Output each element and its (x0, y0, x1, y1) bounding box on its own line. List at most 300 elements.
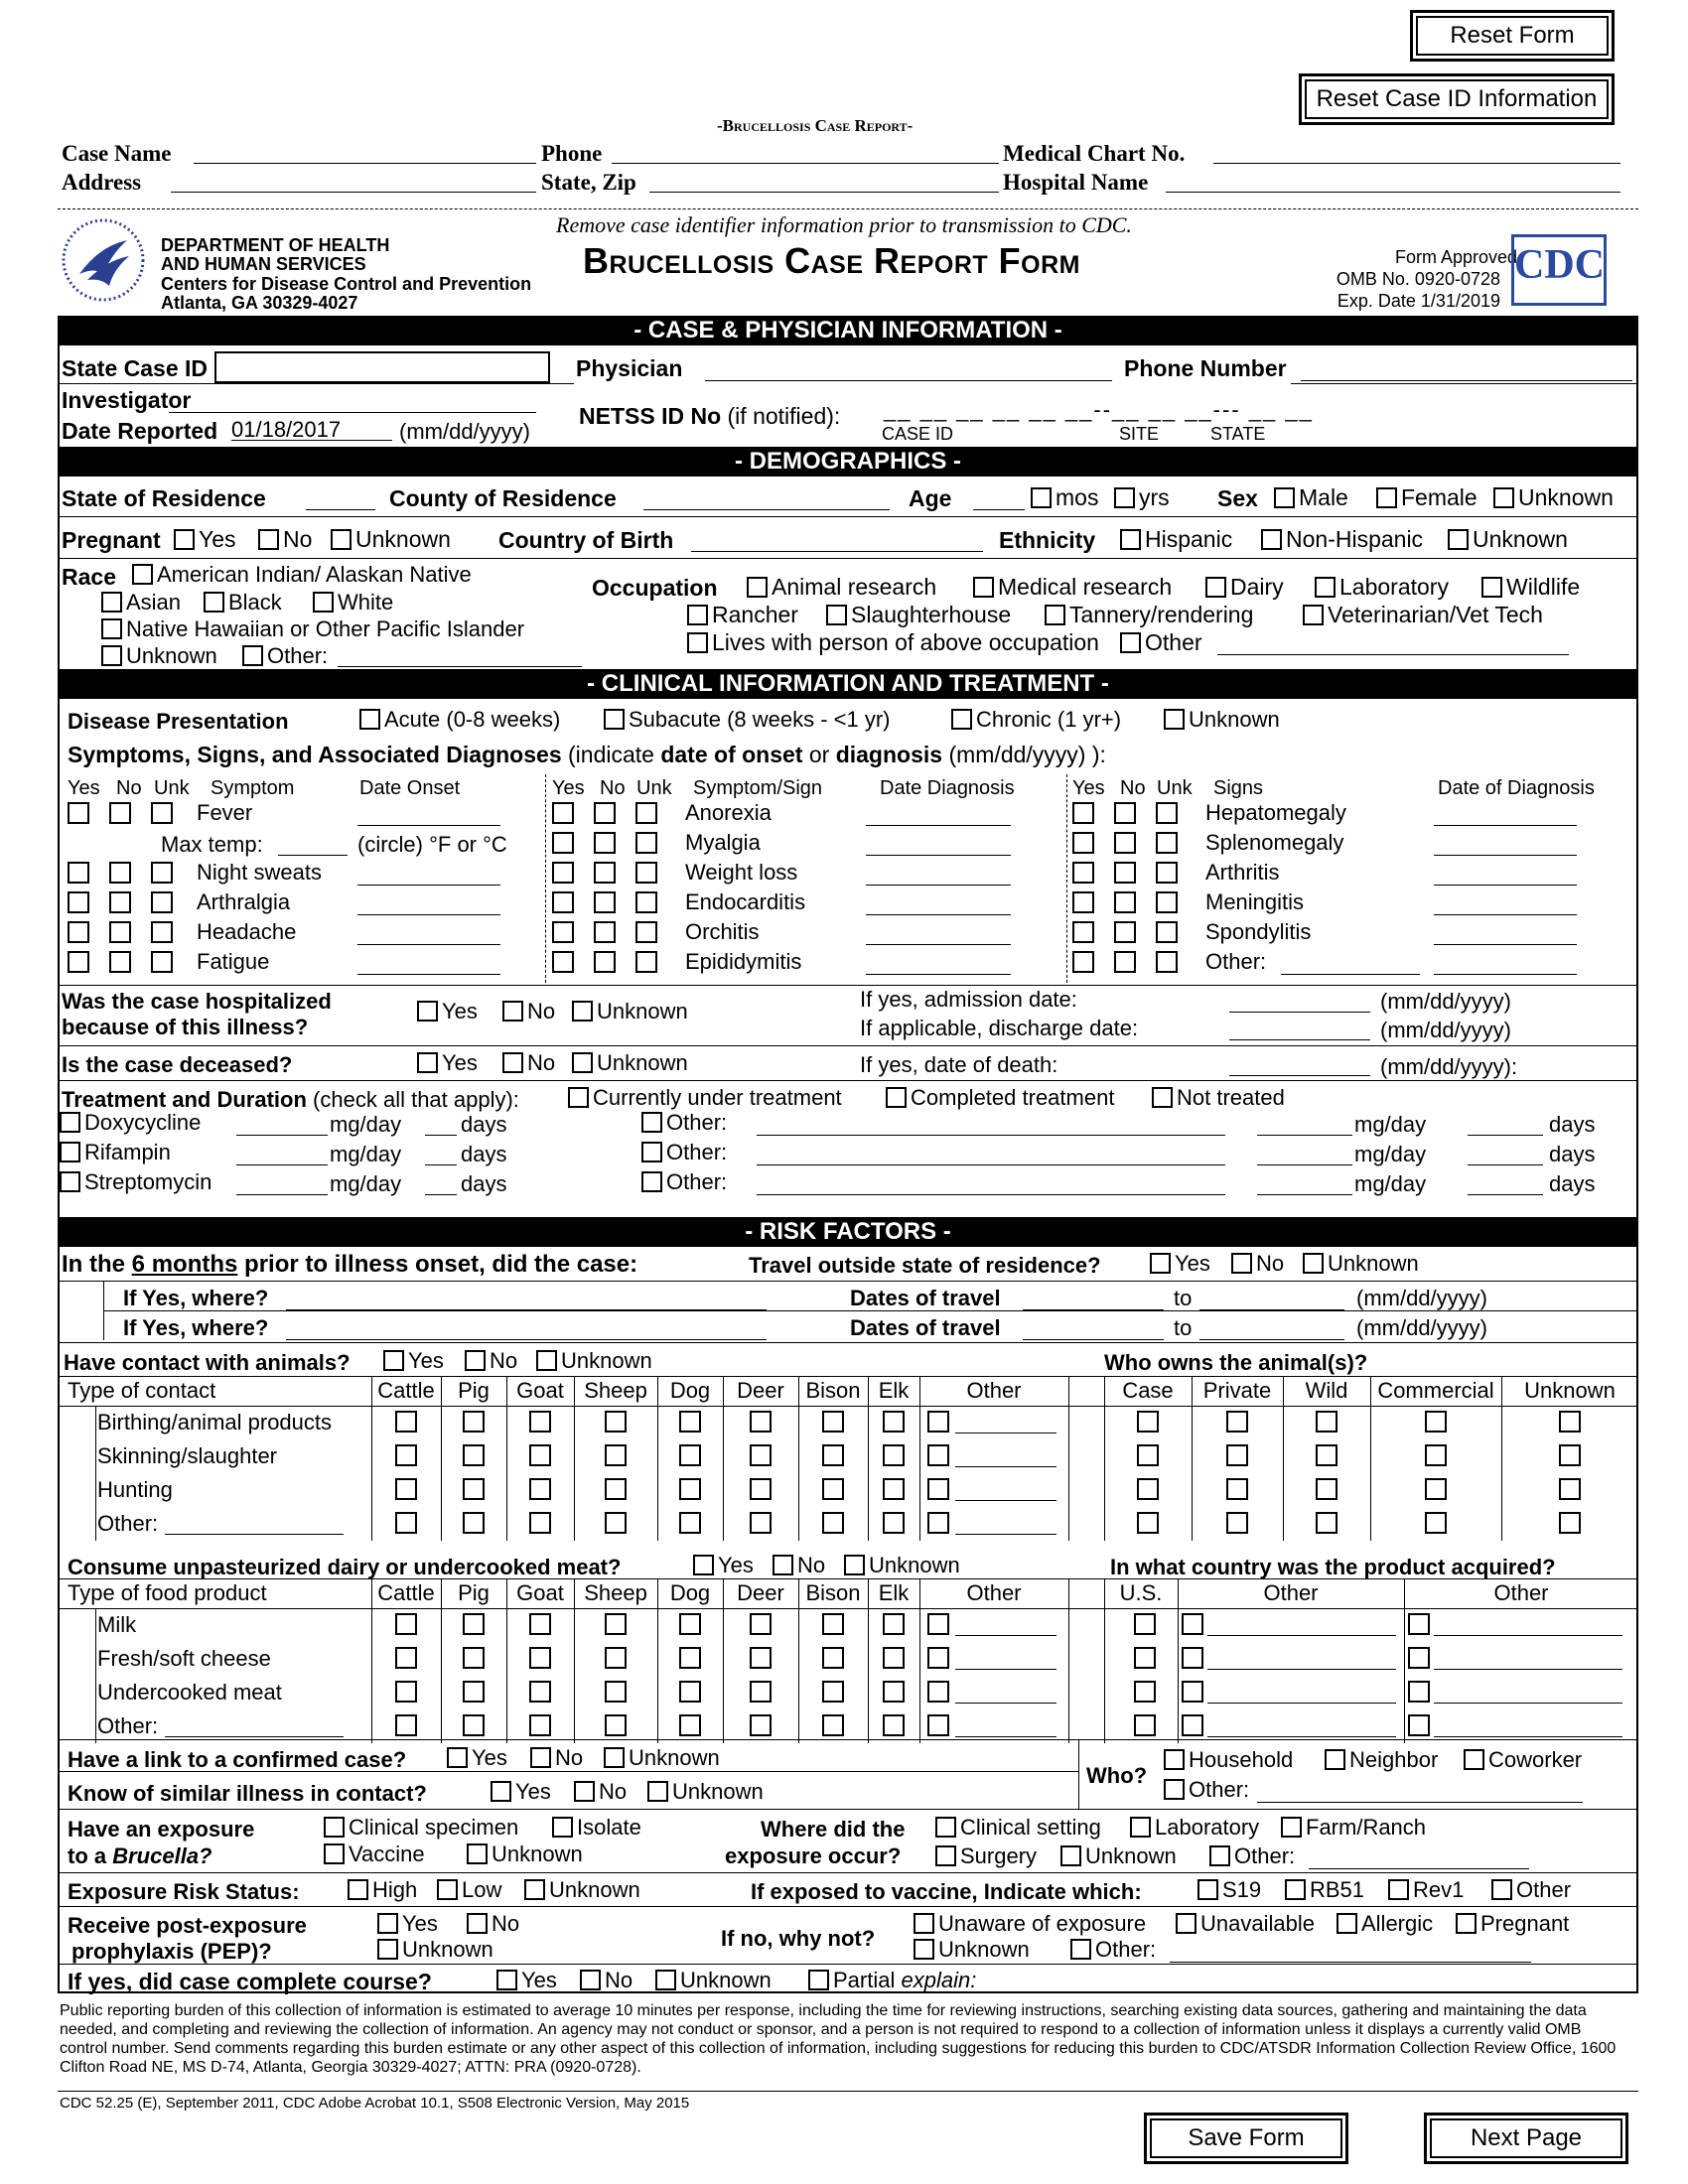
checkbox[interactable] (883, 1478, 905, 1500)
checkbox[interactable] (324, 1817, 345, 1838)
checkbox[interactable] (1281, 1817, 1302, 1838)
checkbox[interactable] (395, 1478, 417, 1500)
checkbox[interactable] (750, 1647, 772, 1669)
checkbox[interactable] (1070, 1939, 1091, 1960)
link-yes[interactable]: Yes (447, 1747, 507, 1769)
phone-number-field[interactable] (1301, 357, 1632, 381)
checkbox[interactable] (395, 1512, 417, 1534)
hospital-name-field[interactable] (1166, 169, 1620, 193)
other-dose-field[interactable] (1257, 1112, 1352, 1136)
who-neighbor[interactable]: Neighbor (1325, 1749, 1438, 1771)
exp-isolate[interactable]: Isolate (552, 1817, 641, 1839)
checkbox[interactable] (687, 632, 708, 653)
checkbox[interactable] (377, 1939, 398, 1960)
checkbox[interactable] (1226, 1512, 1248, 1534)
occ-medical-research[interactable]: Medical research (973, 576, 1172, 599)
checkbox[interactable] (1156, 832, 1178, 854)
dose-field[interactable] (236, 1112, 328, 1136)
other-animal-field[interactable] (955, 1410, 1056, 1433)
complete-no[interactable]: No (580, 1970, 633, 1991)
checkbox[interactable] (491, 1781, 511, 1802)
checkbox[interactable] (1156, 891, 1178, 913)
drug-option[interactable] (60, 1142, 171, 1163)
checkbox[interactable] (1315, 577, 1336, 598)
checkbox[interactable] (594, 891, 616, 913)
vaccine-rb51[interactable]: RB51 (1285, 1879, 1364, 1901)
who-other-field[interactable] (1257, 1779, 1583, 1803)
travel-no[interactable]: No (1231, 1253, 1284, 1275)
checkbox[interactable] (395, 1613, 417, 1635)
checkbox[interactable] (1072, 802, 1094, 824)
checkbox[interactable] (1114, 891, 1136, 913)
deceased-yes[interactable]: Yes (417, 1052, 478, 1074)
date-diagnosis-field[interactable] (1434, 891, 1577, 915)
other-drug-option[interactable] (641, 1142, 727, 1163)
checkbox[interactable] (927, 1647, 949, 1669)
occ-rancher[interactable]: Rancher (687, 604, 798, 626)
pregnant-unknown[interactable]: Unknown (331, 528, 451, 551)
date-diagnosis-field[interactable] (866, 921, 1011, 945)
admission-date-field[interactable] (1229, 989, 1370, 1013)
checkbox[interactable] (1261, 529, 1282, 550)
checkbox[interactable] (1114, 802, 1136, 824)
treatment-current[interactable]: Currently under treatment (568, 1087, 842, 1109)
other-days-field[interactable] (1468, 1142, 1543, 1165)
checkbox[interactable] (822, 1478, 844, 1500)
checkbox[interactable] (973, 577, 994, 598)
max-temp-field[interactable] (278, 832, 348, 856)
days-field[interactable] (425, 1142, 457, 1165)
checkbox[interactable] (679, 1681, 701, 1703)
medical-chart-field[interactable] (1213, 140, 1620, 164)
checkbox[interactable] (883, 1647, 905, 1669)
checkbox[interactable] (647, 1781, 668, 1802)
complete-yes[interactable]: Yes (496, 1970, 557, 1991)
checkbox[interactable] (529, 1714, 551, 1736)
checkbox[interactable] (1156, 921, 1178, 943)
checkbox[interactable] (463, 1681, 485, 1703)
date-diagnosis-field[interactable] (1434, 832, 1577, 856)
where-other-field[interactable] (1309, 1845, 1529, 1869)
checkbox[interactable] (447, 1747, 468, 1768)
age-yrs-option[interactable]: yrs (1114, 486, 1170, 509)
checkbox[interactable] (773, 1555, 793, 1575)
checkbox[interactable] (844, 1555, 865, 1575)
checkbox[interactable] (750, 1613, 772, 1635)
checkbox[interactable] (530, 1747, 551, 1768)
checkbox[interactable] (1231, 1253, 1252, 1274)
dp-unknown[interactable]: Unknown (1164, 709, 1280, 731)
checkbox[interactable] (1481, 577, 1502, 598)
phone-field[interactable] (612, 140, 999, 164)
checkbox[interactable] (635, 832, 657, 854)
checkbox[interactable] (465, 1350, 486, 1371)
checkbox[interactable] (174, 529, 195, 550)
age-mos-option[interactable]: mos (1031, 486, 1098, 509)
checkbox[interactable] (750, 1512, 772, 1534)
date-diagnosis-field[interactable] (1434, 921, 1577, 945)
checkbox[interactable] (1303, 605, 1324, 625)
checkbox[interactable] (395, 1647, 417, 1669)
travel-unknown[interactable]: Unknown (1303, 1253, 1419, 1275)
reset-form-button[interactable]: Reset Form (1410, 10, 1615, 62)
checkbox[interactable] (359, 709, 380, 730)
checkbox[interactable] (883, 1714, 905, 1736)
date-onset-field[interactable] (357, 921, 500, 945)
sex-male-option[interactable]: Male (1274, 486, 1348, 509)
next-page-button[interactable]: Next Page (1424, 2113, 1628, 2164)
checkbox[interactable] (1060, 1845, 1081, 1866)
travel-yes[interactable]: Yes (1150, 1253, 1210, 1275)
travel-to-1-field[interactable] (1199, 1287, 1344, 1310)
checkbox[interactable] (1336, 1913, 1357, 1934)
checkbox[interactable] (1182, 1714, 1203, 1736)
checkbox[interactable] (1137, 1444, 1159, 1466)
checkbox[interactable] (109, 951, 131, 973)
checkbox[interactable] (883, 1681, 905, 1703)
checkbox[interactable] (1182, 1647, 1203, 1669)
dose-field[interactable] (236, 1171, 328, 1195)
checkbox[interactable] (1226, 1478, 1248, 1500)
race-white[interactable]: White (313, 592, 393, 614)
checkbox[interactable] (1164, 709, 1185, 730)
checkbox[interactable] (687, 605, 708, 625)
checkbox[interactable] (679, 1714, 701, 1736)
checkbox[interactable] (101, 645, 122, 666)
other-dose-field[interactable] (1257, 1142, 1352, 1165)
country-other-field[interactable] (1207, 1646, 1396, 1670)
checkbox[interactable] (552, 832, 574, 854)
sex-female-option[interactable]: Female (1376, 486, 1477, 509)
checkbox[interactable] (1408, 1714, 1430, 1736)
checkbox[interactable] (1130, 1817, 1151, 1838)
vaccine-other[interactable]: Other (1491, 1879, 1571, 1901)
race-black[interactable]: Black (204, 592, 282, 614)
checkbox[interactable] (1072, 891, 1094, 913)
checkbox[interactable] (822, 1411, 844, 1433)
checkbox[interactable] (750, 1411, 772, 1433)
checkbox[interactable] (750, 1714, 772, 1736)
checkbox[interactable] (463, 1613, 485, 1635)
checkbox[interactable] (1134, 1647, 1156, 1669)
checkbox[interactable] (529, 1444, 551, 1466)
country-other-field[interactable] (1207, 1680, 1396, 1704)
checkbox[interactable] (1285, 1879, 1306, 1900)
checkbox[interactable] (1226, 1444, 1248, 1466)
checkbox[interactable] (151, 921, 173, 943)
pep-yes[interactable]: Yes (377, 1913, 438, 1935)
case-name-field[interactable] (194, 140, 536, 164)
date-diagnosis-field[interactable] (866, 832, 1011, 856)
date-diagnosis-field[interactable] (1434, 951, 1577, 975)
date-onset-field[interactable] (357, 802, 500, 826)
checkbox[interactable] (1120, 632, 1141, 653)
occ-tannery[interactable]: Tannery/rendering (1045, 604, 1253, 626)
checkbox[interactable] (594, 862, 616, 884)
checkbox[interactable] (750, 1444, 772, 1466)
treatment-not-treated[interactable]: Not treated (1152, 1087, 1285, 1109)
checkbox[interactable] (655, 1970, 676, 1990)
checkbox[interactable] (529, 1647, 551, 1669)
who-other[interactable]: Other: (1164, 1779, 1249, 1801)
checkbox[interactable] (935, 1845, 956, 1866)
address-field[interactable] (171, 169, 536, 193)
checkbox[interactable] (1134, 1681, 1156, 1703)
country-other-field[interactable] (1207, 1612, 1396, 1636)
dp-chronic[interactable]: Chronic (1 yr+) (951, 709, 1121, 731)
date-diagnosis-field[interactable] (866, 951, 1011, 975)
risk-low[interactable]: Low (437, 1879, 501, 1901)
ethnicity-hispanic[interactable]: Hispanic (1120, 528, 1232, 551)
partial-explain-field[interactable] (989, 1970, 1613, 1993)
checkbox[interactable] (536, 1350, 557, 1371)
date-onset-field[interactable] (357, 862, 500, 886)
checkbox[interactable] (1325, 1749, 1345, 1770)
checkbox[interactable] (1120, 529, 1141, 550)
checkbox[interactable] (822, 1681, 844, 1703)
checkbox[interactable] (552, 921, 574, 943)
checkbox[interactable] (822, 1714, 844, 1736)
checkbox[interactable] (808, 1970, 829, 1990)
checkbox[interactable] (1072, 862, 1094, 884)
country-other-field[interactable] (1434, 1612, 1622, 1636)
checkbox[interactable] (1456, 1913, 1477, 1934)
checkbox[interactable] (132, 564, 153, 585)
checkbox[interactable] (641, 1112, 662, 1133)
checkbox[interactable] (552, 891, 574, 913)
checkbox[interactable] (383, 1350, 404, 1371)
pep-no[interactable]: No (467, 1913, 519, 1935)
checkbox[interactable] (331, 529, 352, 550)
checkbox[interactable] (1045, 605, 1065, 625)
checkbox[interactable] (68, 921, 89, 943)
vaccine-rev1[interactable]: Rev1 (1388, 1879, 1464, 1901)
checkbox[interactable] (635, 802, 657, 824)
checkbox[interactable] (258, 529, 279, 550)
checkbox[interactable] (635, 891, 657, 913)
checkbox[interactable] (101, 592, 122, 613)
occ-laboratory[interactable]: Laboratory (1315, 576, 1449, 599)
checkbox[interactable] (886, 1087, 907, 1108)
where-clinical[interactable]: Clinical setting (935, 1817, 1101, 1839)
checkbox[interactable] (496, 1970, 517, 1990)
checkbox[interactable] (927, 1681, 949, 1703)
checkbox[interactable] (574, 1781, 595, 1802)
checkbox[interactable] (109, 891, 131, 913)
exp-vaccine[interactable]: Vaccine (324, 1843, 425, 1865)
pep-unknown[interactable]: Unknown (377, 1939, 493, 1961)
checkbox[interactable] (437, 1879, 458, 1900)
dose-field[interactable] (236, 1142, 328, 1165)
checkbox[interactable] (1114, 832, 1136, 854)
checkbox[interactable] (883, 1512, 905, 1534)
checkbox[interactable] (679, 1444, 701, 1466)
deceased-no[interactable]: No (502, 1052, 555, 1074)
checkbox[interactable] (1388, 1879, 1409, 1900)
checkbox[interactable] (914, 1913, 934, 1934)
checkbox[interactable] (313, 592, 334, 613)
other-animal-field[interactable] (955, 1612, 1056, 1636)
checkbox[interactable] (552, 1817, 573, 1838)
dp-subacute[interactable]: Subacute (8 weeks - <1 yr) (604, 709, 891, 731)
race-native-hawaiian[interactable]: Native Hawaiian or Other Pacific Islander (101, 618, 524, 640)
checkbox[interactable] (68, 891, 89, 913)
race-other[interactable]: Other: (242, 645, 328, 667)
checkbox[interactable] (1205, 577, 1226, 598)
checkbox[interactable] (463, 1478, 485, 1500)
checkbox[interactable] (1156, 862, 1178, 884)
checkbox[interactable] (502, 1052, 523, 1073)
date-onset-field[interactable] (357, 951, 500, 975)
other-drug-option[interactable] (641, 1171, 727, 1193)
checkbox[interactable] (1408, 1647, 1430, 1669)
checkbox[interactable] (463, 1512, 485, 1534)
checkbox[interactable] (635, 921, 657, 943)
where-farm[interactable]: Farm/Ranch (1281, 1817, 1426, 1839)
checkbox[interactable] (572, 1001, 593, 1022)
exp-clinical-specimen[interactable]: Clinical specimen (324, 1817, 518, 1839)
checkbox[interactable] (1152, 1087, 1173, 1108)
checkbox[interactable] (529, 1512, 551, 1534)
checkbox[interactable] (594, 951, 616, 973)
travel-from-2-field[interactable] (1023, 1316, 1164, 1340)
checkbox[interactable] (750, 1681, 772, 1703)
checkbox[interactable] (1559, 1478, 1581, 1500)
occ-animal-research[interactable]: Animal research (747, 576, 936, 599)
checkbox[interactable] (524, 1879, 545, 1900)
checkbox[interactable] (1114, 951, 1136, 973)
checkbox[interactable] (1072, 832, 1094, 854)
checkbox[interactable] (324, 1843, 345, 1864)
ethnicity-unknown[interactable]: Unknown (1448, 528, 1568, 551)
checkbox[interactable] (417, 1001, 438, 1022)
checkbox[interactable] (1448, 529, 1469, 550)
consume-unknown[interactable]: Unknown (844, 1555, 960, 1576)
checkbox[interactable] (1303, 1253, 1324, 1274)
checkbox[interactable] (463, 1411, 485, 1433)
checkbox[interactable] (1197, 1879, 1218, 1900)
checkbox[interactable] (822, 1613, 844, 1635)
country-other-field[interactable] (1434, 1680, 1622, 1704)
checkbox[interactable] (679, 1613, 701, 1635)
travel-to-2-field[interactable] (1199, 1316, 1344, 1340)
checkbox[interactable] (109, 921, 131, 943)
why-other-field[interactable] (1170, 1939, 1531, 1963)
deceased-unknown[interactable]: Unknown (572, 1052, 688, 1074)
state-case-id-input[interactable] (214, 351, 550, 383)
drug-option[interactable] (60, 1171, 211, 1193)
drug-option[interactable] (60, 1112, 201, 1134)
investigator-field[interactable] (169, 389, 536, 413)
checkbox[interactable] (679, 1512, 701, 1534)
checkbox[interactable] (927, 1478, 949, 1500)
checkbox[interactable] (1408, 1681, 1430, 1703)
checkbox[interactable] (1182, 1681, 1203, 1703)
reset-case-id-button[interactable]: Reset Case ID Information (1299, 73, 1615, 125)
checkbox[interactable] (826, 605, 847, 625)
checkbox[interactable] (1156, 802, 1178, 824)
contact-no[interactable]: No (465, 1350, 517, 1372)
why-allergic[interactable]: Allergic (1336, 1913, 1433, 1935)
checkbox[interactable] (1182, 1613, 1203, 1635)
country-other-field[interactable] (1434, 1713, 1622, 1737)
checkbox[interactable] (529, 1411, 551, 1433)
netss-id-blanks[interactable]: __ __ __ __ __ __--__ __ __--- __ __ (884, 397, 1314, 422)
checkbox[interactable] (693, 1555, 714, 1575)
country-other-field[interactable] (1434, 1646, 1622, 1670)
link-no[interactable]: No (530, 1747, 583, 1769)
occ-slaughterhouse[interactable]: Slaughterhouse (826, 604, 1011, 626)
where-laboratory[interactable]: Laboratory (1130, 1817, 1259, 1839)
checkbox[interactable] (60, 1112, 80, 1133)
checkbox[interactable] (1134, 1714, 1156, 1736)
pregnant-no[interactable]: No (258, 528, 312, 551)
checkbox[interactable] (101, 618, 122, 639)
checkbox[interactable] (679, 1647, 701, 1669)
checkbox[interactable] (927, 1444, 949, 1466)
checkbox[interactable] (1137, 1478, 1159, 1500)
checkbox[interactable] (467, 1913, 488, 1934)
checkbox[interactable] (151, 891, 173, 913)
checkbox[interactable] (552, 802, 574, 824)
checkbox[interactable] (1134, 1613, 1156, 1635)
checkbox[interactable] (204, 592, 224, 613)
checkbox[interactable] (822, 1647, 844, 1669)
occ-lives-with[interactable]: Lives with person of above occupation (687, 631, 1099, 654)
hosp-unknown[interactable]: Unknown (572, 1001, 688, 1023)
risk-unknown[interactable]: Unknown (524, 1879, 640, 1901)
complete-unknown[interactable]: Unknown (655, 1970, 772, 1991)
country-other-field[interactable] (1207, 1713, 1396, 1737)
other-days-field[interactable] (1468, 1171, 1543, 1195)
checkbox[interactable] (605, 1512, 627, 1534)
link-unknown[interactable]: Unknown (604, 1747, 720, 1769)
checkbox[interactable] (605, 1613, 627, 1635)
date-diagnosis-field[interactable] (866, 891, 1011, 915)
why-unaware[interactable]: Unaware of exposure (914, 1913, 1146, 1935)
checkbox[interactable] (927, 1512, 949, 1534)
checkbox[interactable] (463, 1647, 485, 1669)
checkbox[interactable] (747, 577, 768, 598)
checkbox[interactable] (572, 1052, 593, 1073)
age-field[interactable] (973, 486, 1025, 510)
other-drug-option[interactable] (641, 1112, 727, 1134)
checkbox[interactable] (463, 1444, 485, 1466)
checkbox[interactable] (151, 862, 173, 884)
other-drug-field[interactable] (757, 1171, 1225, 1195)
vaccine-s19[interactable]: S19 (1197, 1879, 1261, 1901)
complete-partial[interactable]: Partial explain: (808, 1970, 976, 1991)
checkbox[interactable] (395, 1444, 417, 1466)
checkbox[interactable] (1425, 1411, 1447, 1433)
risk-high[interactable]: High (348, 1879, 417, 1901)
other-days-field[interactable] (1468, 1112, 1543, 1136)
checkbox[interactable] (395, 1411, 417, 1433)
exp-unknown[interactable]: Unknown (467, 1843, 583, 1865)
checkbox[interactable] (463, 1714, 485, 1736)
checkbox[interactable] (377, 1913, 398, 1934)
checkbox[interactable] (883, 1613, 905, 1635)
checkbox[interactable] (1137, 1512, 1159, 1534)
other-animal-field[interactable] (955, 1646, 1056, 1670)
sex-unknown-option[interactable]: Unknown (1493, 486, 1614, 509)
checkbox[interactable] (1156, 951, 1178, 973)
why-unknown[interactable]: Unknown (914, 1939, 1030, 1961)
other-animal-field[interactable] (955, 1511, 1056, 1535)
checkbox[interactable] (927, 1411, 949, 1433)
why-pregnant[interactable]: Pregnant (1456, 1913, 1569, 1935)
checkbox[interactable] (552, 951, 574, 973)
